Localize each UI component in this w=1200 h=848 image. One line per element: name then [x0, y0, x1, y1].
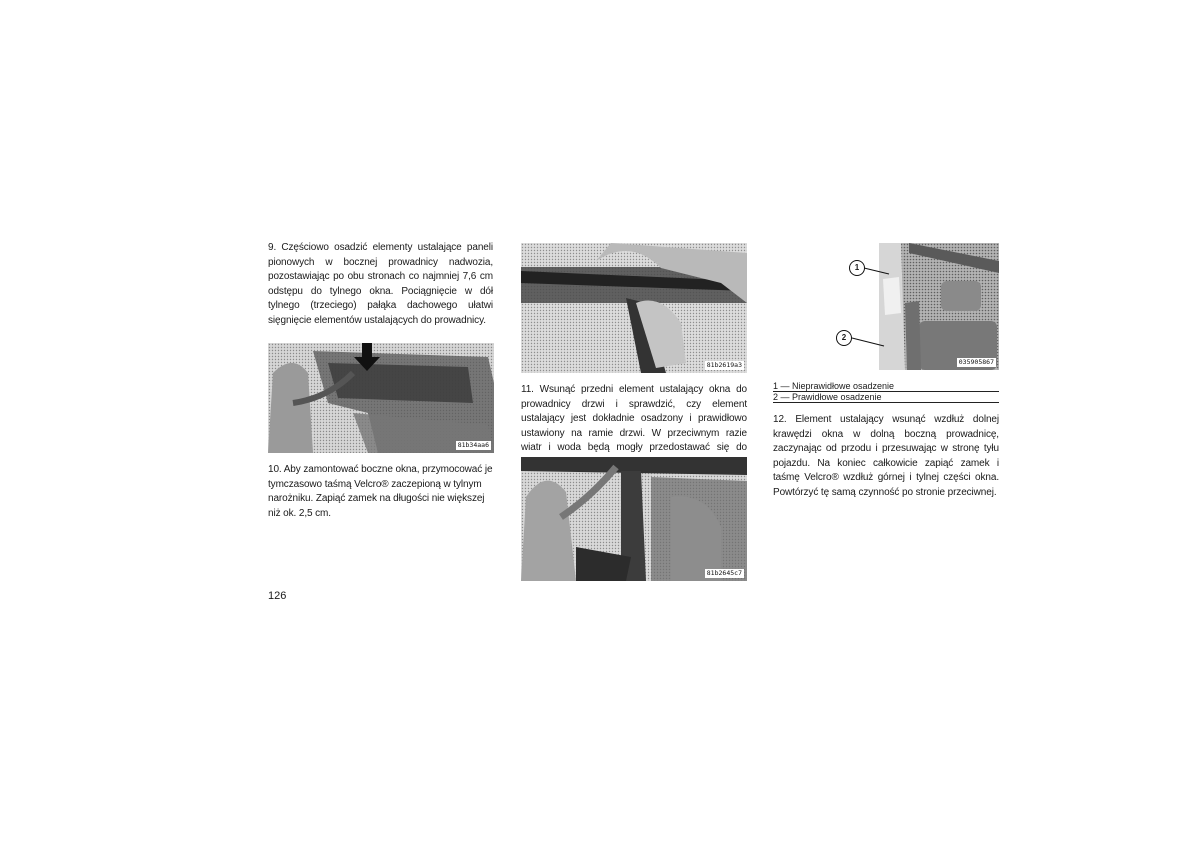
figure-pulling-roof-bow [268, 343, 494, 453]
figure-legend [773, 381, 894, 403]
figure-4-code: 035905867 [958, 358, 994, 366]
callout-1-badge: 1 [849, 260, 865, 276]
page-number: 126 [268, 590, 287, 602]
step-12-paragraph: 12. Element ustalający wsunąć wzdłuż dolnej krawędzi okna w dolną boczną prowadnicę, zaczynając od przodu i przesuwając w stronę tyłu pojazdu. Na koniec całkowicie zapiąć zamek i taśmę Velcro® wzdłuż górnej i tylnej części okna. Powtórzyć tę samą czynność po stronie przeciwnej. [773, 414, 999, 498]
figure-3-code: 81b2645c7 [706, 569, 742, 577]
figure-door-frame-retainer [521, 243, 747, 373]
callout-2-badge: 2 [836, 330, 852, 346]
figure-4-illustration [879, 243, 999, 370]
step-9-paragraph: 9. Częściowo osadzić elementy ustalające paneli pionowych w bocznej prowadnicy nadwozia, pozostawiając po obu stronach co najmniej 7,6 cm odstępu do tylnego okna. Pociągnięcie w dół tylnego (trzeciego) pałąka dachowego ułatwi sięgnięcie elementów ustalających do prowadnicy. [268, 242, 493, 326]
figure-2-code: 81b2619a3 [706, 361, 742, 369]
step-10-paragraph: 10. Aby zamontować boczne okna, przymocować je tymczasowo taśmą Velcro® zaczepioną w tylnym narożniku. Zapiąć zamek na długości nie większej niż ok. 2,5 cm. [268, 464, 493, 519]
figure-2-illustration [521, 243, 747, 373]
figure-1-code: 81b34aa6 [457, 441, 489, 449]
legend-item-2: 2 — Prawidłowe osadzenie [773, 392, 882, 402]
legend-top-rule [773, 391, 999, 392]
step-11-paragraph: 11. Wsunąć przedni element ustalający okna do prowadnicy drzwi i sprawdzić, czy element ustalający jest dokładnie osadzony i prawidłowo ustawiony na ramie drzwi. W przeciwnym razie wiatr i woda będą mogły przedostawać się do [521, 384, 747, 454]
figure-1-illustration [268, 343, 494, 453]
legend-bottom-rule [773, 402, 999, 403]
figure-3-illustration [521, 457, 747, 581]
figure-retainer-seating [879, 243, 999, 370]
figure-installing-side-window [521, 457, 747, 581]
legend-item-1: 1 — Nieprawidłowe osadzenie [773, 381, 895, 391]
